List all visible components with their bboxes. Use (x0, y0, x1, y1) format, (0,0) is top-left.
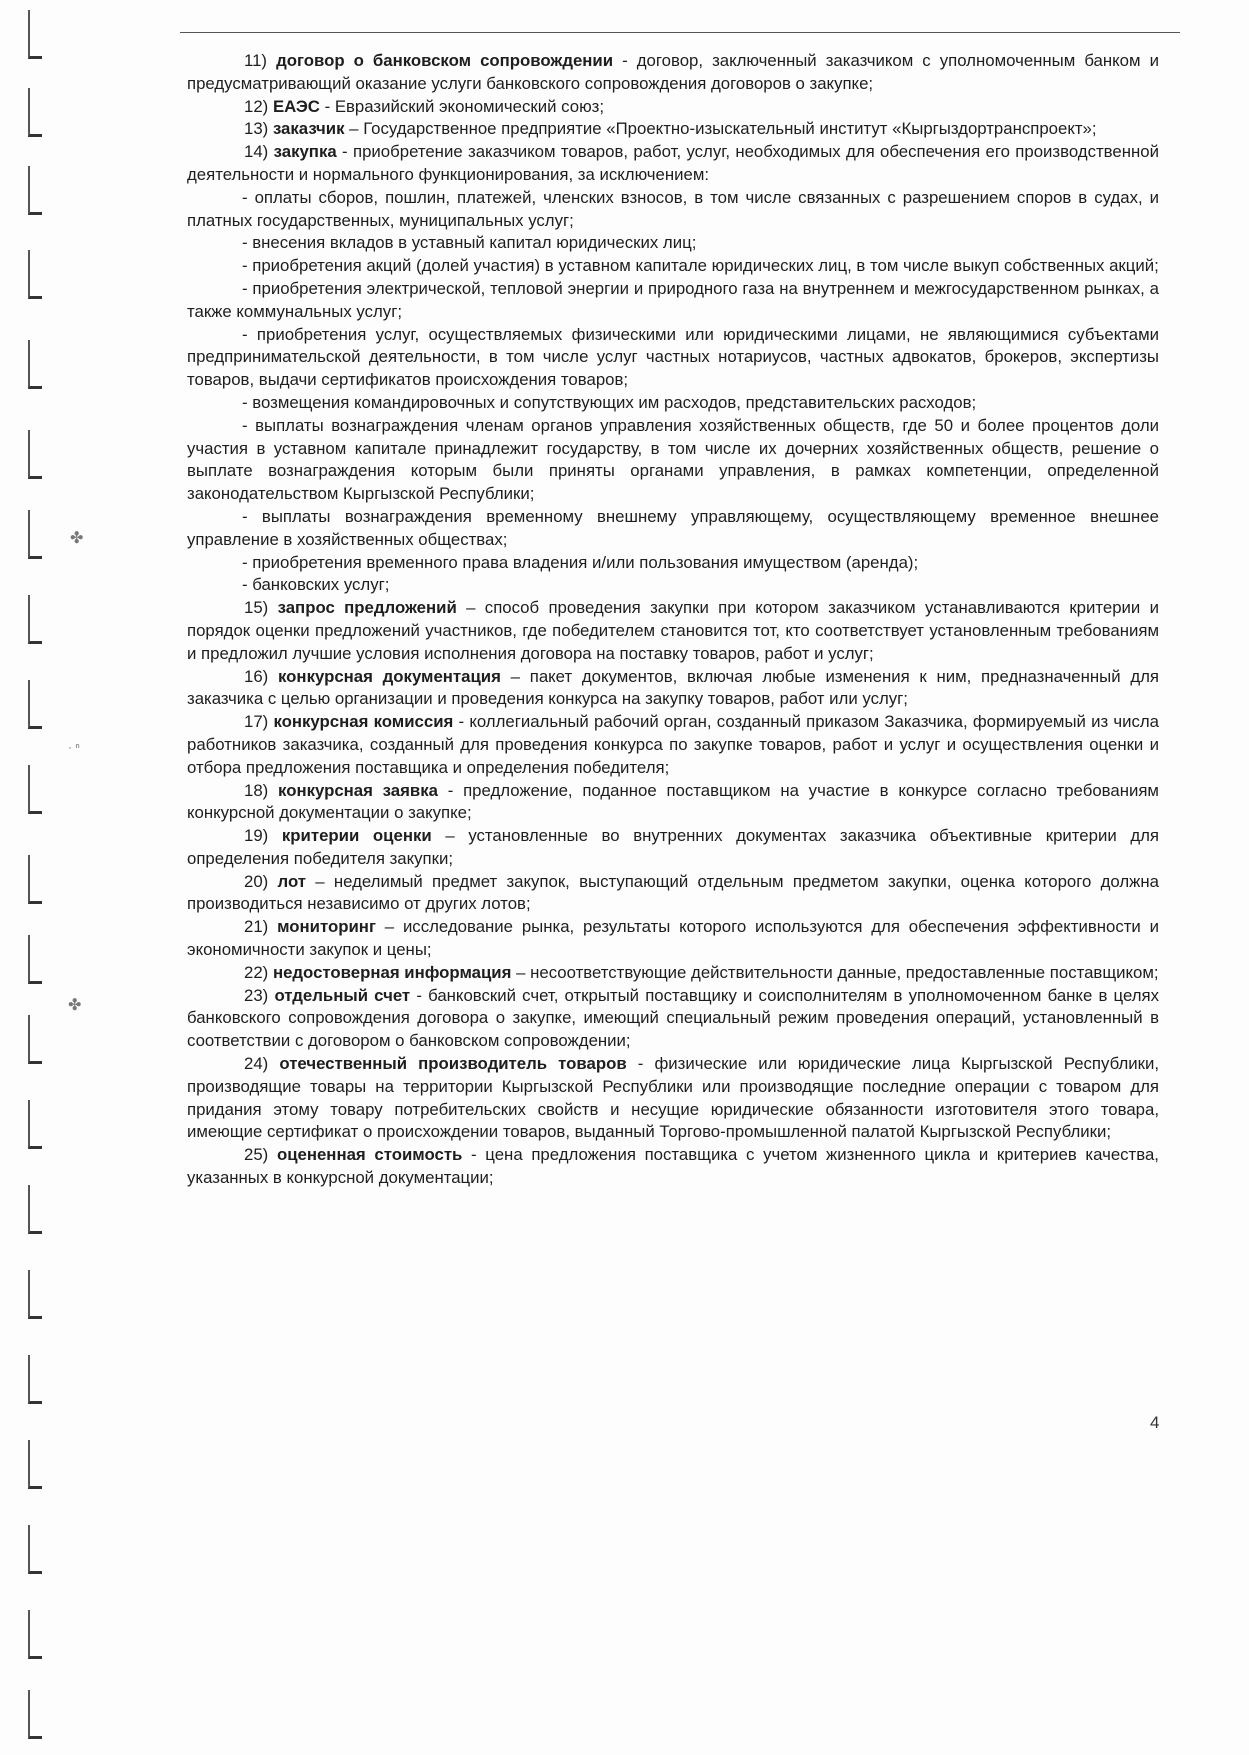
item-number: 24) (244, 1054, 269, 1074)
item-term: запрос предложений (277, 598, 457, 618)
definition-item (187, 1144, 1159, 1190)
exclusion-item: - возмещения командировочных и сопутствующих им расходов, представительских расходов; (242, 392, 977, 412)
definition-item (187, 96, 1159, 119)
definition-item (187, 141, 1159, 187)
definition-item (187, 50, 1159, 96)
binding-mark (28, 935, 42, 984)
exclusion-item: - выплаты вознаграждения временному внешнему управляющему, осуществляющему временное внешнее управление в хозяйственных обществах; (187, 506, 1159, 549)
exclusion-item: - банковских услуг; (242, 575, 390, 595)
binding-mark (28, 88, 42, 137)
item-term: отдельный счет (274, 985, 411, 1005)
binding-mark (28, 680, 42, 729)
definition-item (187, 711, 1159, 779)
item-separator: - (622, 51, 628, 70)
item-number: 25) (244, 1145, 269, 1165)
item-text: коллегиальный рабочий орган, созданный приказом Заказчика, формируемый из числа работников заказчика, созданный для проведения конкурса по закупке товаров, работ и услуг и осуществления оценки и отбора предложения поставщика и определения победителя; (187, 712, 1159, 777)
binding-mark (28, 430, 42, 479)
item-number: 21) (244, 917, 269, 937)
scan-speck-icon: · ⁿ (68, 740, 80, 754)
item-term: ЕАЭС (272, 96, 320, 116)
binding-mark (28, 765, 42, 814)
binding-mark (28, 1440, 42, 1489)
item-number: 19) (244, 826, 269, 846)
item-number: 20) (244, 871, 269, 891)
binding-mark (28, 1015, 42, 1064)
item-separator: – (516, 962, 526, 982)
definition-item (187, 666, 1159, 712)
binding-mark (28, 166, 42, 215)
exclusion-item: - оплаты сборов, пошлин, платежей, членских взносов, в том числе связанных с разрешением споров в судах, и платных государственных, муниципальных услуг; (187, 187, 1159, 230)
item-term: лот (277, 871, 307, 891)
item-text: договор, заключенный заказчиком с уполномоченным банком и предусматривающий оказание услуги банковского сопровождения договоров о закупке; (187, 51, 1159, 93)
item-separator: - (416, 985, 422, 1005)
exclusion-item: - внесения вкладов в уставный капитал юридических лиц; (242, 233, 697, 253)
definition-item (187, 871, 1159, 917)
binding-mark (28, 1270, 42, 1319)
item-number: 12) (244, 96, 269, 116)
item-separator: - (637, 1054, 644, 1074)
item-term: конкурсная документация (278, 666, 501, 686)
item-number: 14) (244, 142, 269, 162)
item-term: недостоверная информация (272, 962, 512, 982)
binding-mark (28, 855, 42, 904)
definition-item (187, 597, 1159, 665)
item-term: конкурсная заявка (278, 780, 438, 800)
item-text: приобретение заказчиком товаров, работ, услуг, необходимых для обеспечения его производственной деятельности и нормального функционирования, за исключением: (187, 142, 1159, 184)
item-separator: - (447, 780, 454, 800)
definition-item (187, 780, 1159, 826)
item-term: мониторинг (277, 917, 376, 937)
item-separator: – (510, 666, 520, 686)
item-separator: – (384, 917, 395, 937)
item-separator: - (342, 142, 348, 162)
item-text: физические или юридические лица Кыргызской Республики, производящие товары на территории Кыргызской Республики или производящие последние операции с товаром для придания этому товару потребительских свойств и несущие юридические обязанности изготовителя этого товара, имеющие сертификат о происхождении товаров, выданный Торгово-промышленной палатой Кыргызской Республики; (187, 1054, 1160, 1142)
scan-speck-icon: ✤ (70, 530, 84, 547)
item-number: 16) (244, 666, 269, 686)
item-text: предложение, поданное поставщиком на участие в конкурсе согласно требованиям конкурсной документации о закупке; (187, 780, 1159, 823)
item-text: несоответствующие действительности данные, предоставленные поставщиком; (530, 962, 1159, 982)
item-text: банковский счет, открытый поставщику и соисполнителям в уполномоченном банке в целях банковского сопровождения договора о закупке, имеющий специальный режим проведения операций, установленный в соответствии с договором о банковском сопровождении; (187, 985, 1160, 1051)
item-separator: - (458, 712, 465, 732)
binding-mark (28, 340, 42, 389)
item-text: установленные во внутренних документах заказчика объективные критерии для определения победителя закупки; (187, 826, 1159, 868)
binding-mark (28, 1100, 42, 1149)
item-term: отечественный производитель товаров (279, 1054, 627, 1074)
binding-mark (28, 1355, 42, 1404)
binding-edge (10, 0, 50, 1755)
item-number: 18) (244, 780, 269, 800)
item-term: критерии оценки (281, 826, 432, 846)
item-number: 11) (244, 51, 268, 70)
exclusion-item: - приобретения услуг, осуществляемых физическими или юридическими лицами, не являющимися субъектами предпринимательской деятельности, в том числе услуг частных нотариусов, частных адвокатов, брокеров, экспертизы товаров, выдачи сертификатов происхождения товаров; (187, 324, 1159, 390)
definition-item (187, 985, 1159, 1053)
item-text: Государственное предприятие «Проектно-изыскательный институт «Кыргыздортранспроект»; (363, 119, 1097, 139)
binding-mark (28, 510, 42, 559)
item-separator: - (471, 1145, 477, 1165)
definition-item (187, 916, 1159, 962)
binding-mark (28, 1610, 42, 1659)
item-separator: - (324, 96, 331, 116)
item-term: заказчик (272, 119, 345, 139)
top-rule (180, 32, 1180, 33)
item-text: способ проведения закупки при котором заказчиком устанавливаются критерии и порядок оценки предложений участников, где победителем становится тот, кто соответствует установленным требованиям и предложил лучшие условия исполнения договора на поставку товаров, работ и услуг; (187, 598, 1160, 663)
exclusion-item: - выплаты вознаграждения членам органов управления хозяйственных обществ, где 50 и более процентов доли участия в уставном капитале принадлежит государству, в том числе их дочерних хозяйственных обществ, решение о выплате вознаграждения которым были приняты органами управления, в рамках компетенции, определенной законодательством Кыргызской Республики; (187, 415, 1159, 504)
scan-speck-icon: ✤ (68, 997, 82, 1014)
item-term: договор о банковском сопровождении (276, 51, 614, 70)
item-separator: – (466, 598, 476, 618)
exclusion-item: - приобретения электрической, тепловой энергии и природного газа на внутреннем и межгосударственном рынках, а также коммунальных услуг; (187, 278, 1159, 321)
item-number: 13) (244, 119, 269, 139)
item-number: 23) (244, 985, 269, 1005)
document-body (187, 50, 1159, 1190)
binding-mark (28, 595, 42, 644)
binding-mark (28, 10, 42, 59)
definition-item (187, 825, 1159, 871)
item-text: исследование рынка, результаты которого используются для обеспечения эффективности и экономичности закупок и цены; (187, 917, 1159, 960)
item-text: неделимый предмет закупок, выступающий отдельным предметом закупки, оценка которого должна производиться независимо от других лотов; (187, 871, 1159, 914)
page-number: 4 (1150, 1413, 1160, 1432)
definition-item (187, 1053, 1159, 1144)
item-separator: – (315, 871, 325, 891)
exclusion-item: - приобретения акций (долей участия) в уставном капитале юридических лиц, в том числе выкуп собственных акций; (242, 256, 1159, 276)
binding-mark (28, 1690, 42, 1739)
item-text: цена предложения поставщика с учетом жизненного цикла и критериев качества, указанных в конкурсной документации; (187, 1145, 1159, 1188)
definition-item (187, 962, 1159, 985)
item-separator: – (445, 826, 455, 846)
item-text: пакет документов, включая любые изменения к ним, предназначенный для заказчика с целью организации и проведения конкурса на закупку товаров, работ или услуг; (187, 666, 1160, 709)
item-number: 22) (244, 962, 269, 982)
item-number: 17) (244, 712, 269, 732)
binding-mark (28, 1185, 42, 1234)
exclusion-item: - приобретения временного права владения и/или пользования имуществом (аренда); (242, 552, 919, 572)
binding-mark (28, 250, 42, 299)
item-separator: – (349, 119, 359, 139)
item-term: конкурсная комиссия (273, 712, 454, 732)
item-term: закупка (273, 142, 337, 162)
item-term: оцененная стоимость (276, 1145, 463, 1165)
item-text: Евразийский экономический союз; (334, 96, 605, 116)
item-number: 15) (244, 598, 269, 618)
definition-item (187, 118, 1159, 141)
binding-mark (28, 1525, 42, 1574)
